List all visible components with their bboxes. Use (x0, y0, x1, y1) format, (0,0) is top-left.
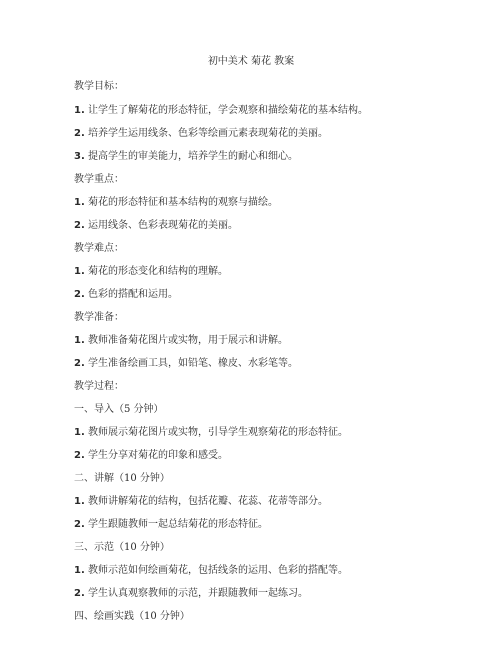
line-text: 运用线条、色彩表现菊花的美丽。 (84, 220, 238, 231)
document-line (74, 403, 164, 417)
line-text: 二、讲解（10 分钟） (74, 473, 170, 484)
line-text: 教学准备： (74, 312, 124, 323)
line-text: 教学重点： (74, 174, 124, 185)
document-line (74, 219, 238, 233)
line-text: 学生分享对菊花的印象和感受。 (84, 450, 228, 461)
document-line (74, 357, 298, 371)
document-line (74, 334, 288, 348)
line-number: 2. (74, 588, 85, 599)
document-line (74, 80, 124, 94)
line-text: 学生认真观察教师的示范，并跟随教师一起练习。 (84, 588, 308, 599)
document-line (74, 150, 298, 164)
document-line (74, 472, 170, 486)
document-line (74, 495, 328, 509)
line-number: 1. (74, 266, 85, 277)
document-line (74, 541, 170, 555)
document-line (74, 127, 328, 141)
line-number: 3. (74, 151, 85, 162)
line-text: 菊花的形态特征和基本结构的观察与描绘。 (84, 197, 278, 208)
line-number: 2. (74, 519, 85, 530)
line-text: 教学难点： (74, 243, 124, 254)
document-line (74, 564, 348, 578)
line-text: 一、导入（5 分钟） (74, 404, 164, 415)
line-text: 教学过程： (74, 381, 124, 392)
line-number: 2. (74, 450, 85, 461)
line-number: 1. (74, 496, 85, 507)
document-line (74, 104, 368, 118)
line-text: 教师示范如何绘画菊花，包括线条的运用、色彩的搭配等。 (84, 565, 348, 576)
document-line (74, 173, 124, 187)
document-line (74, 449, 228, 463)
document-line (74, 518, 268, 532)
line-number: 2. (74, 289, 85, 300)
line-number: 1. (74, 427, 85, 438)
line-text: 教师讲解菊花的结构，包括花瓣、花蕊、花蒂等部分。 (84, 496, 328, 507)
document-line (74, 610, 190, 624)
document-line (74, 288, 178, 302)
line-number: 2. (74, 358, 85, 369)
document-line (74, 311, 124, 325)
line-text: 让学生了解菊花的形态特征，学会观察和描绘菊花的基本结构。 (84, 105, 368, 116)
line-text: 学生跟随教师一起总结菊花的形态特征。 (84, 519, 268, 530)
line-text: 四、绘画实践（10 分钟） (74, 611, 190, 622)
line-number: 2. (74, 128, 85, 139)
line-number: 1. (74, 197, 85, 208)
line-text: 菊花的形态变化和结构的理解。 (84, 266, 228, 277)
line-text: 学生准备绘画工具，如铅笔、橡皮、水彩笔等。 (84, 358, 298, 369)
line-text: 提高学生的审美能力，培养学生的耐心和细心。 (84, 151, 298, 162)
line-text: 教师准备菊花图片或实物，用于展示和讲解。 (84, 335, 288, 346)
document-line (74, 196, 278, 210)
document-line (74, 587, 308, 601)
line-text: 三、示范（10 分钟） (74, 542, 170, 553)
document-line (74, 265, 228, 279)
line-number: 1. (74, 335, 85, 346)
line-text: 教师展示菊花图片或实物，引导学生观察菊花的形态特征。 (84, 427, 348, 438)
document-line (74, 242, 124, 256)
line-number: 1. (74, 565, 85, 576)
line-text: 教学目标： (74, 81, 124, 92)
line-number: 1. (74, 105, 85, 116)
line-text: 色彩的搭配和运用。 (84, 289, 178, 300)
document-title: 初中美术 菊花 教案 (207, 56, 295, 67)
line-number: 2. (74, 220, 85, 231)
line-text: 培养学生运用线条、色彩等绘画元素表现菊花的美丽。 (84, 128, 328, 139)
document-line (74, 426, 348, 440)
document-line (74, 380, 124, 394)
